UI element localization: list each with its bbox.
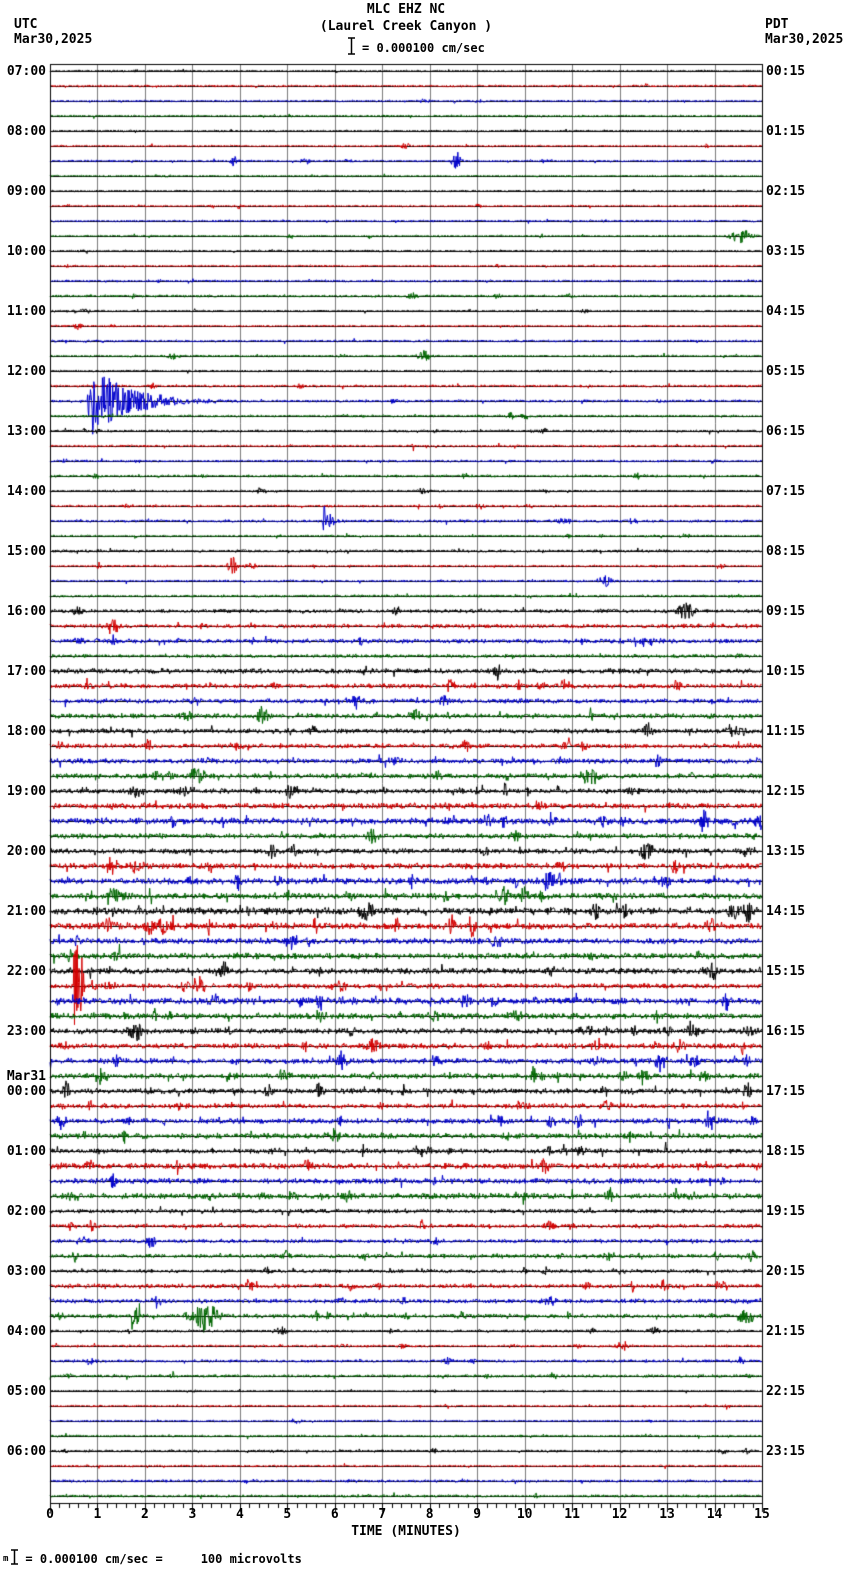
pdt-hour-label: 16:15: [766, 1024, 806, 1039]
x-axis-tick-label: 7: [378, 1507, 387, 1522]
scale-bar-icon: [347, 37, 356, 59]
x-axis-tick-label: 2: [141, 1507, 149, 1522]
utc-hour-label: 21:00: [6, 904, 46, 919]
x-axis-tick-label: 11: [564, 1507, 580, 1522]
pdt-hour-label: 15:15: [766, 964, 806, 979]
x-axis-tick-label: 3: [188, 1507, 197, 1522]
utc-hour-label: 08:00: [6, 124, 46, 139]
date-rollover-label: Mar31: [6, 1069, 46, 1084]
x-axis-tick-label: 4: [235, 1507, 244, 1522]
utc-hour-label: 06:00: [6, 1444, 46, 1459]
pdt-hour-label: 06:15: [766, 424, 806, 439]
utc-hour-label: 01:00: [6, 1144, 46, 1159]
scale-label: = 0.000100 cm/sec: [362, 41, 485, 55]
pdt-hour-label: 13:15: [766, 844, 806, 859]
pdt-hour-label: 01:15: [766, 124, 806, 139]
pdt-hour-label: 17:15: [766, 1084, 806, 1099]
footer-voltage-text: 100 microvolts: [200, 1552, 302, 1566]
pdt-hour-label: 20:15: [766, 1264, 806, 1279]
utc-hour-label: 16:00: [6, 604, 46, 619]
utc-hour-label: 19:00: [6, 784, 46, 799]
utc-hour-label: 13:00: [6, 424, 46, 439]
utc-hour-label: 03:00: [6, 1264, 46, 1279]
x-axis-tick-label: 5: [283, 1507, 292, 1522]
x-axis-tick-label: 8: [425, 1507, 434, 1522]
utc-hour-label: 02:00: [6, 1204, 46, 1219]
scale-legend: [347, 37, 485, 59]
utc-date-label: Mar30,2025: [14, 32, 93, 47]
pdt-hour-label: 02:15: [766, 184, 806, 199]
pdt-hour-label: 11:15: [766, 724, 806, 739]
x-axis-tick-label: 12: [611, 1507, 628, 1522]
utc-hour-label: 09:00: [6, 184, 46, 199]
pdt-hour-label: 00:15: [766, 64, 806, 79]
pdt-hour-label: 19:15: [766, 1204, 806, 1219]
utc-hour-label: 15:00: [6, 544, 46, 559]
utc-hour-label: 05:00: [6, 1384, 46, 1399]
pdt-hour-label: 14:15: [766, 904, 806, 919]
footer-tiny-prefix: m: [3, 1554, 9, 1564]
pdt-hour-label: 10:15: [766, 664, 806, 679]
x-axis-title: TIME (MINUTES): [351, 1524, 461, 1539]
x-axis-tick-label: 14: [706, 1507, 723, 1522]
x-axis-tick-label: 1: [93, 1507, 102, 1522]
utc-header: [14, 17, 92, 47]
utc-hour-label: 18:00: [6, 724, 46, 739]
x-axis-tick-label: 9: [473, 1507, 482, 1522]
x-axis-tick-label: 13: [659, 1507, 675, 1522]
footer-scale-line: [3, 1549, 302, 1569]
utc-hour-label: 20:00: [6, 844, 46, 859]
pdt-hour-label: 12:15: [766, 784, 806, 799]
x-axis-tick-label: 6: [330, 1507, 339, 1522]
utc-hour-label: 12:00: [6, 364, 46, 379]
utc-hour-label: 10:00: [6, 244, 46, 259]
pdt-tz-label: PDT: [765, 17, 789, 32]
pdt-header: [765, 17, 843, 47]
pdt-hour-label: 07:15: [766, 484, 806, 499]
x-axis-tick-label: 0: [46, 1507, 54, 1522]
pdt-hour-label: 18:15: [766, 1144, 806, 1159]
utc-hour-label: 14:00: [6, 484, 46, 499]
footer-scale-bar-icon: [10, 1549, 19, 1569]
utc-hour-label: 00:00: [6, 1084, 46, 1099]
pdt-hour-label: 05:15: [766, 364, 806, 379]
pdt-hour-label: 03:15: [766, 244, 806, 259]
pdt-hour-label: 23:15: [766, 1444, 806, 1459]
utc-hour-label: 22:00: [6, 964, 46, 979]
pdt-hour-label: 08:15: [766, 544, 806, 559]
pdt-hour-label: 09:15: [766, 604, 806, 619]
title-block: [0, 2, 812, 34]
utc-hour-label: 23:00: [6, 1024, 46, 1039]
utc-hour-label: 04:00: [6, 1324, 46, 1339]
station-subtitle: (Laurel Creek Canyon ): [319, 19, 493, 34]
x-axis-tick-label: 15: [754, 1507, 770, 1522]
utc-hour-label: 07:00: [6, 64, 46, 79]
pdt-date-label: Mar30,2025: [765, 32, 844, 47]
pdt-hour-label: 21:15: [766, 1324, 806, 1339]
utc-hour-label: 17:00: [6, 664, 46, 679]
pdt-hour-label: 22:15: [766, 1384, 806, 1399]
x-axis-tick-label: 10: [516, 1507, 533, 1522]
station-title: MLC EHZ NC: [366, 2, 446, 17]
utc-tz-label: UTC: [14, 17, 38, 32]
pdt-hour-label: 04:15: [766, 304, 806, 319]
footer-scale-text: = 0.000100 cm/sec =: [25, 1552, 163, 1566]
utc-hour-label: 11:00: [6, 304, 46, 319]
